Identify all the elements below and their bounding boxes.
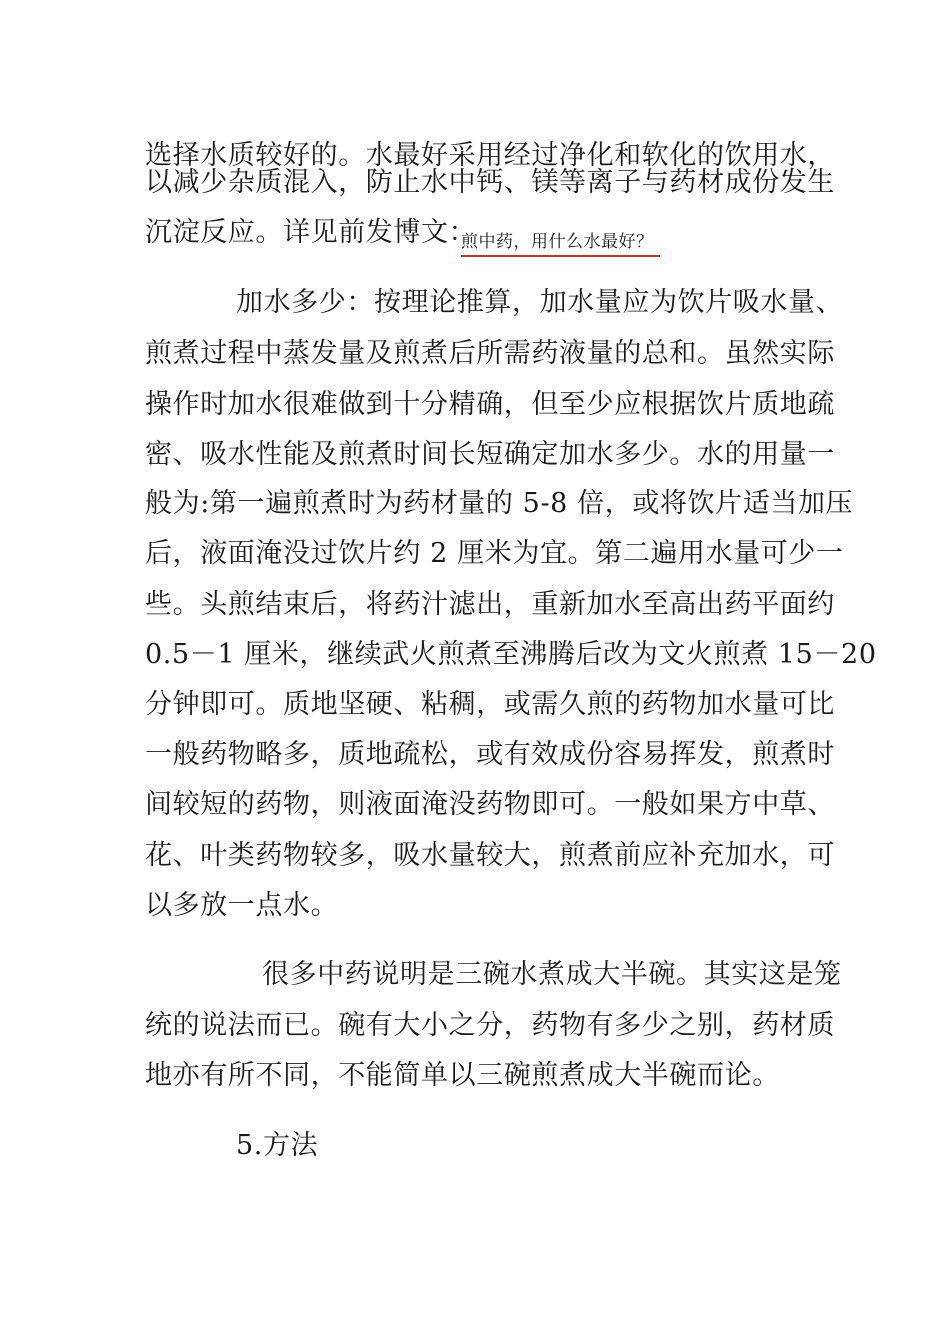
section-heading: 5.方法: [236, 1130, 319, 1161]
text-line: 统的说法而已。碗有大小之分，药物有多少之别，药材质: [145, 1010, 835, 1041]
text-line: 煎煮过程中蒸发量及煎煮后所需药液量的总和。虽然实际: [145, 338, 835, 369]
text-line: 沉淀反应。详见前发博文：: [145, 217, 477, 248]
text-line: 很多中药说明是三碗水煮成大半碗。其实这是笼: [262, 959, 842, 990]
text-line: 般为:第一遍煎煮时为药材量的 5-8 倍，或将饮片适当加压: [145, 488, 854, 519]
text-line: 分钟即可。质地坚硬、粘稠，或需久煎的药物加水量可比: [145, 689, 835, 720]
text-line: 0.5－1 厘米，继续武火煎煮至沸腾后改为文火煎煮 15－20: [145, 639, 877, 670]
text-line: 地亦有所不同，不能简单以三碗煎煮成大半碗而论。: [145, 1060, 780, 1091]
text-line: 加水多少：按理论推算，加水量应为饮片吸水量、: [236, 287, 844, 318]
text-line: 以多放一点水。: [145, 890, 339, 921]
text-line: 密、吸水性能及煎煮时间长短确定加水多少。水的用量一: [145, 439, 835, 470]
text-line: 选择水质较好的。水最好采用经过净化和软化的饮用水，: [145, 140, 835, 171]
text-line: 后，液面淹没过饮片约 2 厘米为宜。第二遍用水量可少一: [145, 538, 844, 569]
text-line: 花、叶类药物较多，吸水量较大，煎煮前应补充加水，可: [145, 840, 835, 871]
blog-link[interactable]: 煎中药，用什么水最好？: [461, 231, 660, 257]
text-line: 操作时加水很难做到十分精确，但至少应根据饮片质地疏: [145, 389, 835, 420]
text-line: 些。头煎结束后，将药汁滤出，重新加水至高出药平面约: [145, 589, 835, 620]
text-line: 间较短的药物，则液面淹没药物即可。一般如果方中草、: [145, 789, 835, 820]
text-line: 一般药物略多，质地疏松，或有效成份容易挥发，煎煮时: [145, 739, 835, 770]
text-line: 以减少杂质混入，防止水中钙、镁等离子与药材成份发生: [145, 167, 835, 198]
